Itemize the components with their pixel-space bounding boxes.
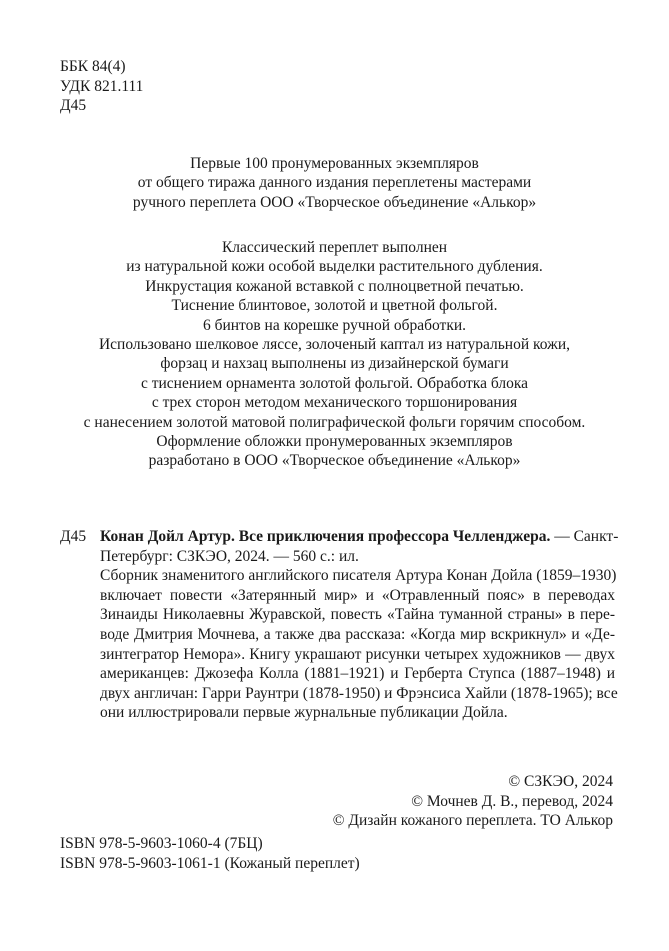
binding-note-line: Классический переплет выполнен	[221, 239, 448, 256]
record-line: Зинаиды Николаевны Журавской, повесть «Тайна туманной страны» в пере-	[100, 606, 615, 624]
binding-note-line: Оформление обложки пронумерованных экземпляров	[156, 433, 513, 451]
isbn-block	[60, 834, 360, 874]
binding-note-line: из натуральной кожи особой выделки растительного дубления.	[126, 258, 543, 276]
record-title-line	[100, 527, 619, 547]
copyright-line: © Дизайн кожаного переплета. ТО Алькор	[332, 812, 613, 830]
binding-note-line: Инкрустация кожаной вставкой с полноцветной печатью.	[145, 277, 524, 295]
record-body	[100, 527, 619, 723]
edition-note-line: Первые 100 пронумерованных экземпляров	[190, 155, 479, 172]
binding-note-line: форзац и нахзац выполнены из дизайнерской бумаги	[160, 355, 509, 373]
record-line: двух англичан: Гарри Раунтри (1878-1950) и Фрэнсиса Хайли (1878-1965); все	[100, 684, 618, 702]
bibliographic-record	[60, 527, 619, 723]
udk-code: УДК 821.111	[60, 77, 144, 95]
isbn-line: ISBN 978-5-9603-1060-4 (7БЦ)	[60, 835, 263, 852]
record-line: американцев: Джозефа Колла (1881–1921) и Герберта Ступса (1887–1948) и	[100, 665, 615, 683]
isbn-line: ISBN 978-5-9603-1061-1 (Кожаный переплет)	[60, 855, 360, 872]
bbk-code: ББК 84(4)	[60, 58, 126, 75]
binding-note-line: Использовано шелковое ляссе, золоченый каптал из натуральной кожи,	[98, 336, 571, 354]
binding-note-line: с тиснением орнамента золотой фольгой. Обработка блока	[140, 374, 529, 392]
record-line: воде Дмитрия Мочнева, а также два рассказа: «Когда мир вскрикнул» и «Де-	[100, 625, 615, 643]
copyright-block	[333, 772, 613, 831]
classification-block	[60, 57, 143, 116]
binding-note-line: с трех сторон методом механического торшонирования	[151, 394, 518, 412]
record-line: Сборник знаменитого английского писателя Артура Конан Дойла (1859–1930)	[100, 567, 617, 585]
record-line: включает повести «Затерянный мир» и «Отравленный пояс» в переводах	[100, 586, 615, 604]
record-title-rest: — Санкт-	[550, 528, 619, 545]
record-title: Конан Дойл Артур. Все приключения профессора Челленджера.	[100, 528, 551, 545]
binding-note-line: с нанесением золотой матовой полиграфической фольги горячим способом.	[83, 413, 586, 431]
record-line: зинтегратор Немора». Книгу украшают рисунки четырех художников — двух	[100, 645, 615, 663]
binding-note-line: разработано в ООО «Творческое объединение «Алькор»	[148, 452, 521, 470]
edition-note-line: от общего тиража данного издания переплетены мастерами	[137, 174, 532, 192]
copyright-line: © Мочнев Д. В., перевод, 2024	[411, 792, 613, 810]
binding-note-line: 6 бинтов на корешке ручной обработки.	[202, 316, 467, 334]
binding-note-line: Тиснение блинтовое, золотой и цветной фольгой.	[171, 297, 498, 315]
author-mark: Д45	[60, 97, 87, 114]
record-line: Петербург: СЗКЭО, 2024. — 560 с.: ил.	[100, 547, 359, 565]
edition-note-line: ручного переплета ООО «Творческое объединение «Алькор»	[132, 193, 537, 211]
record-line: они иллюстрировали первые журнальные публикации Дойла.	[100, 704, 508, 722]
record-code: Д45	[60, 528, 87, 545]
binding-note	[0, 238, 669, 471]
copyright-line: © СЗКЭО, 2024	[508, 773, 613, 790]
edition-note	[0, 154, 669, 212]
